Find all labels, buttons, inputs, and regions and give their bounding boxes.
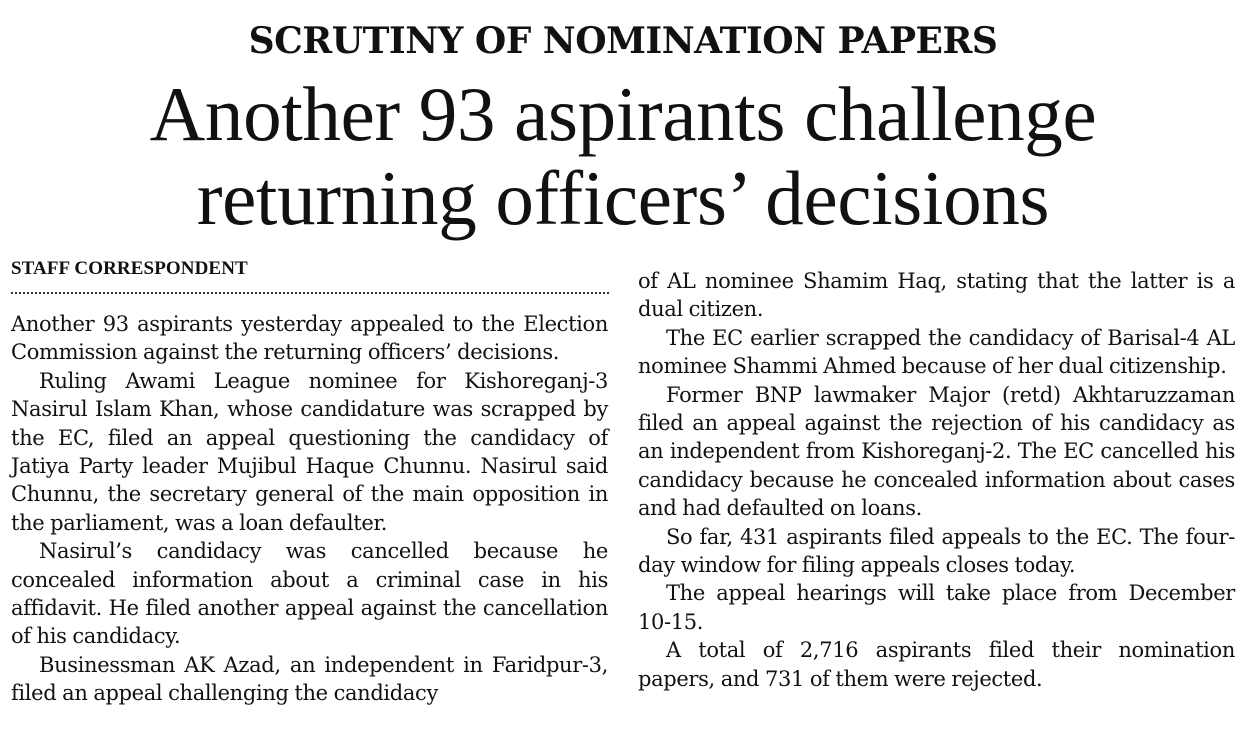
paragraph: Nasirul’s candidacy was cancelled because he concealed information about a criminal case in his affidavit. He filed another appeal against the cancellation of his candidacy. bbox=[11, 539, 608, 649]
paragraph: Ruling Awami League nominee for Kishoreganj-3 Nasirul Islam Khan, whose candidature was scrapped by the EC, filed an appeal questioning the candidacy of Jatiya Party leader Mujibul Haque Chunnu. Nasirul said Chunnu, the secretary general of the main opposition in the parliament, was a loan defaulter. bbox=[11, 368, 608, 535]
headline-line-2: returning officers’ decisions bbox=[196, 155, 1050, 241]
paragraph: The EC earlier scrapped the candidacy of Barisal-4 AL nominee Shammi Ahmed because of her dual citizenship. bbox=[638, 325, 1235, 379]
headline-line-1: Another 93 aspirants challenge bbox=[149, 71, 1097, 157]
article-headline bbox=[0, 72, 1246, 240]
paragraph: Former BNP lawmaker Major (retd) Akhtaruzzaman filed an appeal against the rejection of his candidacy as an independent from Kishoreganj-2. The EC cancelled his candidacy because he concealed information about cases and had defaulted on loans. bbox=[638, 382, 1235, 521]
paragraph: So far, 431 aspirants filed appeals to the EC. The four-day window for filing appeals closes today. bbox=[638, 524, 1235, 578]
paragraph: of AL nominee Shamim Haq, stating that the latter is a dual citizen. bbox=[638, 269, 1235, 322]
paragraph: Businessman AK Azad, an independent in Faridpur-3, filed an appeal challenging the candidacy bbox=[11, 652, 608, 706]
paragraph: The appeal hearings will take place from December 10-15. bbox=[638, 581, 1235, 634]
article-kicker: SCRUTINY OF NOMINATION PAPERS bbox=[248, 20, 998, 62]
article-column-left bbox=[11, 310, 608, 708]
byline: STAFF CORRESPONDENT bbox=[11, 258, 248, 279]
article-column-right bbox=[638, 267, 1235, 693]
paragraph: Another 93 aspirants yesterday appealed to the Election Commission against the returning officers’ decisions. bbox=[11, 312, 608, 365]
byline-divider bbox=[11, 292, 609, 294]
paragraph: A total of 2,716 aspirants filed their nomination papers, and 731 of them were rejected. bbox=[638, 638, 1235, 691]
